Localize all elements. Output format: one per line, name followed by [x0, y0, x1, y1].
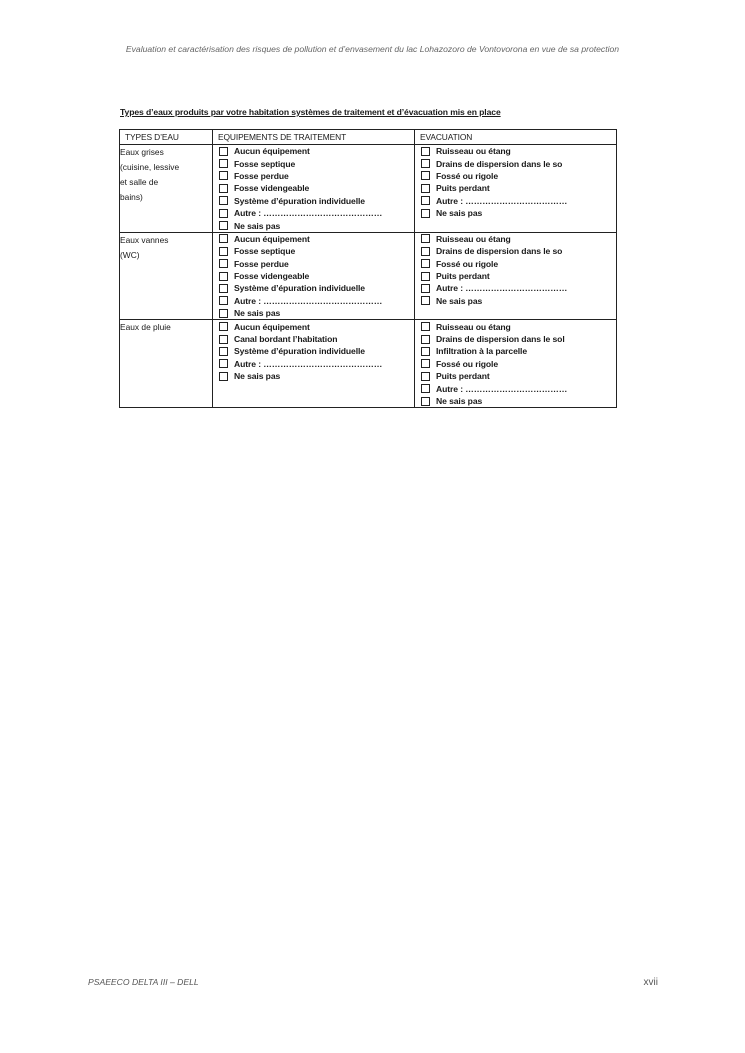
evacuation-option[interactable] — [421, 182, 616, 194]
treatment-option[interactable] — [219, 333, 414, 345]
evacuation-option-label: Fossé ou rigole — [436, 170, 499, 181]
table-row-eaux-de-pluie — [120, 320, 617, 408]
checkbox-icon[interactable] — [421, 209, 430, 218]
evacuation-option[interactable] — [421, 157, 616, 169]
treatment-option[interactable] — [219, 207, 414, 219]
treatment-option[interactable] — [219, 345, 414, 357]
treatment-option[interactable] — [219, 157, 414, 169]
treatment-option-label: Fosse videngeable — [234, 183, 310, 194]
evacuation-option-label: Drains de dispersion dans le so — [436, 246, 563, 257]
evacuation-option-label: Puits perdant — [436, 371, 490, 382]
treatment-option-label: Système d’épuration individuelle — [234, 283, 365, 294]
evacuation-option-label: Ne sais pas — [436, 208, 483, 219]
evacuation-option-list — [415, 233, 616, 307]
checkbox-icon[interactable] — [421, 234, 430, 243]
checkbox-icon[interactable] — [219, 184, 228, 193]
treatment-option[interactable] — [219, 182, 414, 194]
treatment-option-label: Ne sais pas — [234, 220, 281, 231]
evacuation-option[interactable] — [421, 270, 616, 282]
evacuation-option-label: Autre : ……………………………… — [436, 383, 568, 394]
evacuation-option-label: Fossé ou rigole — [436, 358, 499, 369]
evacuation-option[interactable] — [421, 170, 616, 182]
checkbox-icon[interactable] — [421, 372, 430, 381]
checkbox-icon[interactable] — [219, 171, 228, 180]
table-row-eaux-grises — [120, 145, 617, 233]
evacuation-option[interactable] — [421, 370, 616, 382]
water-type-cell: Eaux de pluie — [120, 320, 213, 408]
checkbox-icon[interactable] — [421, 171, 430, 180]
evacuation-options-cell — [415, 232, 617, 320]
water-treatment-table — [119, 129, 617, 408]
checkbox-icon[interactable] — [421, 359, 430, 368]
evacuation-option-list — [415, 320, 616, 407]
checkbox-icon[interactable] — [219, 259, 228, 268]
checkbox-icon[interactable] — [219, 347, 228, 356]
checkbox-icon[interactable] — [219, 372, 228, 381]
evacuation-option[interactable] — [421, 295, 616, 307]
checkbox-icon[interactable] — [219, 284, 228, 293]
evacuation-option[interactable] — [421, 382, 616, 394]
treatment-option-label: Fosse septique — [234, 158, 296, 169]
treatment-option-label: Ne sais pas — [234, 308, 281, 319]
evacuation-options-cell — [415, 145, 617, 233]
treatment-option-label: Autre : …………………………………… — [234, 295, 383, 306]
evacuation-option-label: Ne sais pas — [436, 295, 483, 306]
checkbox-icon[interactable] — [219, 147, 228, 156]
table-header-row — [120, 130, 617, 145]
treatment-option-list — [213, 320, 414, 382]
treatment-option[interactable] — [219, 320, 414, 332]
evacuation-option[interactable] — [421, 233, 616, 245]
treatment-option-label: Fosse videngeable — [234, 271, 310, 282]
running-header: Evaluation et caractérisation des risques de pollution et d’envasement du lac Lohazozoro de Vontovorona en vue de sa protection — [125, 44, 620, 54]
table-body — [120, 145, 617, 408]
evacuation-option-label: Drains de dispersion dans le so — [436, 158, 563, 169]
treatment-option[interactable] — [219, 282, 414, 294]
evacuation-option[interactable] — [421, 333, 616, 345]
checkbox-icon[interactable] — [219, 196, 228, 205]
column-header-water-type: TYPES D’EAU — [120, 130, 213, 145]
treatment-option-label: Aucun équipement — [234, 146, 310, 157]
table-title: Types d’eaux produits par votre habitation systèmes de traitement et d’évacuation mis en place — [120, 107, 501, 117]
treatment-options-cell — [213, 232, 415, 320]
evacuation-option[interactable] — [421, 195, 616, 207]
column-header-treatment: EQUIPEMENTS DE TRAITEMENT — [213, 130, 415, 145]
treatment-options-cell — [213, 145, 415, 233]
treatment-option-list — [213, 233, 414, 320]
evacuation-option[interactable] — [421, 258, 616, 270]
checkbox-icon[interactable] — [421, 196, 430, 205]
checkbox-icon[interactable] — [421, 384, 430, 393]
evacuation-option[interactable] — [421, 207, 616, 219]
treatment-option[interactable] — [219, 219, 414, 231]
treatment-option[interactable] — [219, 195, 414, 207]
treatment-option[interactable] — [219, 370, 414, 382]
treatment-options-cell — [213, 320, 415, 408]
evacuation-option[interactable] — [421, 358, 616, 370]
checkbox-icon[interactable] — [219, 272, 228, 281]
treatment-option[interactable] — [219, 270, 414, 282]
treatment-option-label: Système d’épuration individuelle — [234, 346, 365, 357]
table-row-eaux-vannes — [120, 232, 617, 320]
checkbox-icon[interactable] — [421, 322, 430, 331]
evacuation-option[interactable] — [421, 345, 616, 357]
checkbox-icon[interactable] — [219, 335, 228, 344]
evacuation-option-label: Ruisseau ou étang — [436, 146, 511, 157]
checkbox-icon[interactable] — [421, 159, 430, 168]
evacuation-option-label: Puits perdant — [436, 183, 490, 194]
checkbox-icon[interactable] — [219, 309, 228, 318]
checkbox-icon[interactable] — [219, 234, 228, 243]
treatment-option-label: Canal bordant l’habitation — [234, 334, 338, 345]
treatment-option[interactable] — [219, 295, 414, 307]
checkbox-icon[interactable] — [219, 159, 228, 168]
treatment-option-list — [213, 145, 414, 232]
checkbox-icon[interactable] — [421, 397, 430, 406]
treatment-option-label: Autre : …………………………………… — [234, 208, 383, 219]
evacuation-option[interactable] — [421, 245, 616, 257]
evacuation-option-label: Puits perdant — [436, 271, 490, 282]
treatment-option-label: Système d’épuration individuelle — [234, 195, 365, 206]
page-number: xvii — [643, 977, 658, 988]
water-type-cell: Eaux vannes (WC) — [120, 232, 213, 320]
checkbox-icon[interactable] — [219, 209, 228, 218]
checkbox-icon[interactable] — [421, 147, 430, 156]
evacuation-option[interactable] — [421, 320, 616, 332]
evacuation-option-label: Drains de dispersion dans le sol — [436, 334, 565, 345]
evacuation-option-label: Autre : ……………………………… — [436, 283, 568, 294]
evacuation-options-cell — [415, 320, 617, 408]
checkbox-icon[interactable] — [219, 221, 228, 230]
evacuation-option-label: Ne sais pas — [436, 396, 483, 406]
treatment-option-label: Ne sais pas — [234, 371, 281, 382]
treatment-option[interactable] — [219, 170, 414, 182]
evacuation-option-label: Autre : ……………………………… — [436, 195, 568, 206]
checkbox-icon[interactable] — [421, 272, 430, 281]
checkbox-icon[interactable] — [421, 259, 430, 268]
footer-left: PSAEECO DELTA III – DELL — [88, 977, 199, 987]
evacuation-option-list — [415, 145, 616, 219]
checkbox-icon[interactable] — [421, 296, 430, 305]
treatment-option-label: Aucun équipement — [234, 233, 310, 244]
treatment-option-label: Autre : …………………………………… — [234, 358, 383, 369]
treatment-option[interactable] — [219, 358, 414, 370]
evacuation-option-label: Ruisseau ou étang — [436, 233, 511, 244]
treatment-option-label: Fosse septique — [234, 246, 296, 257]
treatment-option-label: Fosse perdue — [234, 170, 289, 181]
checkbox-icon[interactable] — [219, 296, 228, 305]
evacuation-option[interactable] — [421, 395, 616, 407]
checkbox-icon[interactable] — [421, 335, 430, 344]
treatment-option-label: Aucun équipement — [234, 321, 310, 332]
checkbox-icon[interactable] — [421, 284, 430, 293]
treatment-option[interactable] — [219, 233, 414, 245]
treatment-option[interactable] — [219, 258, 414, 270]
evacuation-option-label: Ruisseau ou étang — [436, 321, 511, 332]
evacuation-option[interactable] — [421, 282, 616, 294]
checkbox-icon[interactable] — [219, 247, 228, 256]
treatment-option[interactable] — [219, 145, 414, 157]
treatment-option-label: Fosse perdue — [234, 258, 289, 269]
column-header-evacuation: EVACUATION — [415, 130, 617, 145]
evacuation-option-label: Fossé ou rigole — [436, 258, 499, 269]
checkbox-icon[interactable] — [219, 359, 228, 368]
treatment-option[interactable] — [219, 307, 414, 319]
evacuation-option[interactable] — [421, 145, 616, 157]
treatment-option[interactable] — [219, 245, 414, 257]
checkbox-icon[interactable] — [421, 184, 430, 193]
water-type-cell: Eaux grises (cuisine, lessive et salle de bains) — [120, 145, 213, 233]
checkbox-icon[interactable] — [421, 247, 430, 256]
evacuation-option-label: Infiltration à la parcelle — [436, 346, 528, 357]
checkbox-icon[interactable] — [219, 322, 228, 331]
checkbox-icon[interactable] — [421, 347, 430, 356]
